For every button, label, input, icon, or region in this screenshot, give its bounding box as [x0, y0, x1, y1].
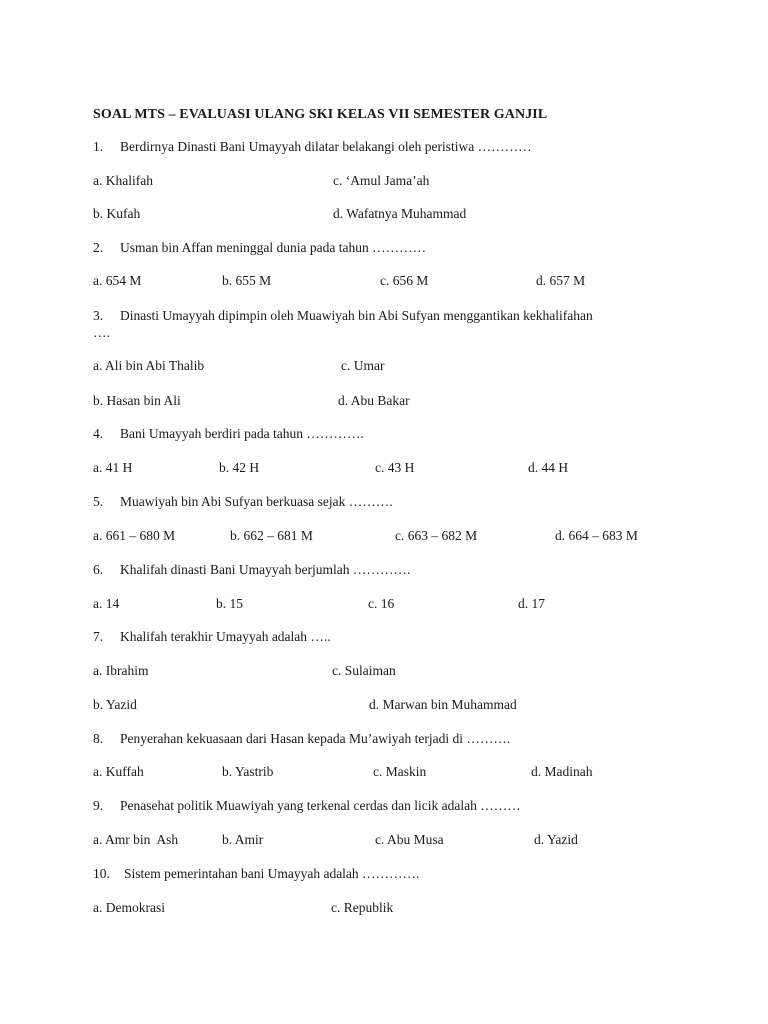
question-4 [93, 426, 364, 442]
question-text: Bani Umayyah berdiri pada tahun …………. [120, 426, 364, 441]
question-number: 6. [93, 562, 104, 577]
question-7 [93, 629, 331, 645]
option-b: b. 655 M [222, 273, 272, 288]
question-number: 7. [93, 629, 104, 644]
question-text: Usman bin Affan meninggal dunia pada tahun ………… [120, 240, 427, 255]
option-d: d. Abu Bakar [338, 393, 410, 408]
option-d: d. 44 H [528, 460, 569, 475]
option-b: b. 42 H [219, 460, 260, 475]
option-d: d. 17 [518, 596, 545, 611]
question-text: Muawiyah bin Abi Sufyan berkuasa sejak ………. [120, 494, 393, 509]
option-c: c. Republik [331, 900, 394, 915]
option-d: d. Wafatnya Muhammad [333, 206, 467, 221]
option-d: d. Yazid [534, 832, 578, 847]
question-number: 2. [93, 240, 104, 255]
question-text: Penasehat politik Muawiyah yang terkenal cerdas dan licik adalah ……… [120, 798, 521, 813]
question-number: 3. [93, 308, 104, 323]
option-c: c. ‘Amul Jama’ah [333, 173, 430, 188]
question-number: 1. [93, 139, 104, 154]
option-a: a. 14 [93, 596, 120, 611]
page-title: SOAL MTS – EVALUASI ULANG SKI KELAS VII SEMESTER GANJIL [93, 107, 548, 122]
option-b: b. Yazid [93, 697, 137, 712]
option-d: d. Marwan bin Muhammad [369, 697, 517, 712]
option-c: c. 43 H [375, 460, 415, 475]
option-d: d. 664 – 683 M [555, 528, 638, 543]
question-text: Khalifah terakhir Umayyah adalah ….. [120, 629, 331, 644]
question-number: 9. [93, 798, 104, 813]
question-number: 5. [93, 494, 104, 509]
option-b: b. Kufah [93, 206, 141, 221]
option-a: a. Ibrahim [93, 663, 149, 678]
question-6 [93, 562, 410, 578]
question-text: Dinasti Umayyah dipimpin oleh Muawiyah bin Abi Sufyan menggantikan kekhalifahan [120, 308, 593, 323]
question-text: Sistem pemerintahan bani Umayyah adalah …………. [124, 866, 420, 881]
option-c: c. Sulaiman [332, 663, 396, 678]
option-a: a. 41 H [93, 460, 133, 475]
option-c: c. Umar [341, 358, 385, 373]
question-10 [93, 866, 419, 882]
option-c: c. Maskin [373, 764, 427, 779]
option-a: a. 661 – 680 M [93, 528, 176, 543]
question-1 [93, 139, 532, 155]
question-8 [93, 731, 510, 747]
option-b: b. Yastrib [222, 764, 274, 779]
question-text: Khalifah dinasti Bani Umayyah berjumlah …………. [120, 562, 411, 577]
option-d: d. Madinah [531, 764, 593, 779]
option-c: c. 656 M [380, 273, 429, 288]
option-a: a. 654 M [93, 273, 142, 288]
option-b: b. Amir [222, 832, 264, 847]
question-text: Berdirnya Dinasti Bani Umayyah dilatar belakangi oleh peristiwa ………… [120, 139, 532, 154]
question-9 [93, 798, 521, 814]
option-b: b. Hasan bin Ali [93, 393, 181, 408]
option-c: c. 16 [368, 596, 395, 611]
question-text: Penyerahan kekuasaan dari Hasan kepada Mu’awiyah terjadi di ………. [120, 731, 511, 746]
question-number: 10. [93, 866, 110, 881]
option-a: a. Khalifah [93, 173, 153, 188]
option-c: c. Abu Musa [375, 832, 444, 847]
question-3 [93, 308, 593, 324]
question-number: 8. [93, 731, 104, 746]
question-5 [93, 494, 393, 510]
option-c: c. 663 – 682 M [395, 528, 478, 543]
option-b: b. 15 [216, 596, 243, 611]
option-b: b. 662 – 681 M [230, 528, 313, 543]
option-a: a. Demokrasi [93, 900, 165, 915]
option-a: a. Kuffah [93, 764, 144, 779]
option-a: a. Amr bin Ash [93, 832, 179, 847]
option-a: a. Ali bin Abi Thalib [93, 358, 205, 373]
question-text-continued: …. [93, 325, 110, 340]
question-number: 4. [93, 426, 104, 441]
option-d: d. 657 M [536, 273, 586, 288]
question-2 [93, 240, 426, 256]
